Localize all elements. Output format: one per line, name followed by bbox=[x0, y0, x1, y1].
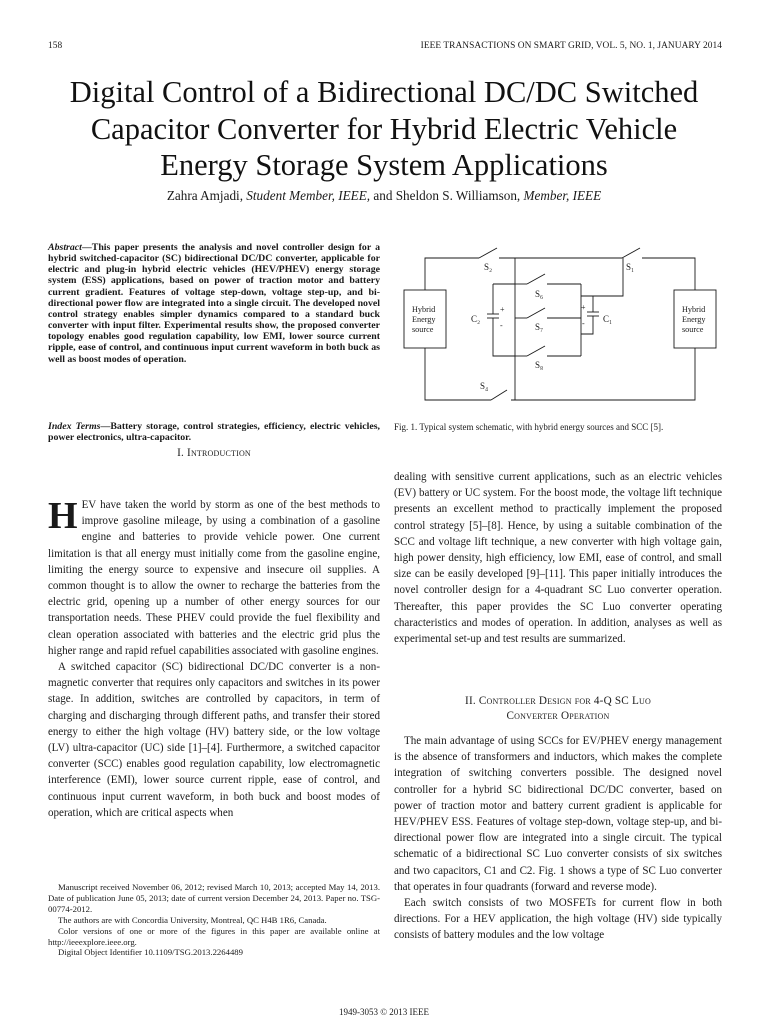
section-numeral: I. bbox=[177, 447, 185, 459]
author-role: Student Member, IEEE, bbox=[246, 188, 371, 203]
title-line: Digital Control of a Bidirectional DC/DC Switched bbox=[69, 75, 699, 109]
journal-header: IEEE TRANSACTIONS ON SMART GRID, VOL. 5, NO. 1, JANUARY 2014 bbox=[420, 41, 722, 51]
figure-caption: Fig. 1. Typical system schematic, with hybrid energy sources and SCC [5]. bbox=[394, 422, 664, 432]
title-line: Energy Storage System Applications bbox=[160, 148, 608, 182]
paragraph: A switched capacitor (SC) bidirectional DC/DC converter is a non-magnetic converter that requires only capacitors and switches in its power stage. In addition, switches are controlled by capacitors, in term of charging and discharging through different paths, and transfer their stored energy to either the high voltage (HV) battery side, or the low voltage (LV) ultra-capacitor (UC) side [1]–[4]. Furthermore, a switched capacitor converter (SCC) enables good regulation capability, low electromagnetic interference (EMI), lower source current ripple, ease of control, and continuous input current waveform, in both buck and boost modes of operation, which are critical aspects when bbox=[48, 661, 380, 819]
label-s8: S₈ bbox=[535, 360, 544, 370]
switch-s2 bbox=[479, 248, 497, 258]
abstract bbox=[48, 242, 380, 365]
label-s6: S₆ bbox=[535, 289, 544, 299]
label-c1: C₁ bbox=[603, 314, 613, 324]
switch-s6 bbox=[527, 274, 545, 284]
footnote: Manuscript received November 06, 2012; revised March 10, 2013; accepted May 14, 2013. Date of publication June 05, 2013; date of current version December 24, 2013. Paper no. TSG-00774-2012. bbox=[48, 882, 380, 914]
section-title: Controller Design for 4-Q SC Luo bbox=[478, 695, 651, 707]
paragraph bbox=[48, 497, 380, 659]
paragraph: dealing with sensitive current applications, such as an electric vehicles (EV) battery or UC system. For the boost mode, the voltage lift technique presents an excellent method to practically implement the proposed control strategy [5]–[8]. Hence, by using a suitable combination of the SCC and voltage lift technique, a new converter with high voltage gain, high power density, high efficiency, low EMI, ease of control, and small size can be easily developed [9]–[11]. This paper initially introduces the novel controller design for a 4-quadrant SC Luo converter operation. Thereafter, this paper provides the SC Luo converter operating characteristics and modes of operation. In addition, analyses as well as experimental set-up and test results are summarized. bbox=[394, 471, 722, 646]
switch-s1 bbox=[622, 248, 640, 258]
wire bbox=[425, 258, 479, 290]
abstract-text: —This paper presents the analysis and novel controller design for a hybrid switched-capacitor (SC) bidirectional DC/DC converter, applicable for electric and plug-in hybrid electric vehicles (HEV/PHEV) energy storage system (ESS) applications, based on power of traction motor and battery current gradient. Features of voltage step-down, voltage step-up, and bi-directional power flow are integrated into a single circuit. The developed novel control strategy enables simpler dynamics compared to a standard buck converter with input filter. Experimental results show, the proposed converter topology enables good regulation capability, low EMI, lower source current ripple, ease of control, and continuous input current waveform in both buck as well as boost modes of operation. bbox=[48, 242, 380, 365]
left-column-body bbox=[48, 497, 380, 821]
left-box-label: Energy bbox=[412, 315, 436, 324]
right-box-label: source bbox=[682, 325, 704, 334]
label-c2: C₂ bbox=[471, 314, 481, 324]
switch-s8 bbox=[527, 346, 545, 356]
label-s7: S₇ bbox=[535, 322, 544, 332]
label-s1: S₁ bbox=[626, 262, 635, 272]
footnote: Digital Object Identifier 10.1109/TSG.2013.2264489 bbox=[58, 947, 243, 958]
wire bbox=[493, 318, 515, 356]
author-conjunction: and bbox=[373, 188, 393, 203]
switch-s7 bbox=[527, 308, 545, 318]
left-box-label: Hybrid bbox=[412, 305, 436, 314]
switch-s4 bbox=[491, 390, 507, 400]
c1-minus: - bbox=[582, 319, 585, 328]
abstract-label: Abstract bbox=[48, 242, 82, 253]
paragraph: Each switch consists of two MOSFETs for current flow in both directions. For a HEV application, the high voltage (HV) side typically consists of battery modules and the low voltage bbox=[394, 897, 722, 942]
wire bbox=[593, 258, 623, 296]
paragraph: The main advantage of using SCCs for EV/PHEV energy management is the absence of transformers and inductors, which makes the complete integration of switching converters possible. The designed novel controller for a hybrid SC bidirectional DC/DC converter, based on power of traction motor and battery current gradient is applicable for HEV/PHEV ESS. Features of voltage step-down, voltage step-up, and bi-directional power flow are integrated into a single circuit. The typical schematic of a bidirectional SC Luo converter consists of six switches and two capacitors, C1 and C2. Fig. 1 shows a type of SC Luo converter that operates in four quadrants (forward and reverse mode). bbox=[394, 735, 722, 893]
right-box-label: Energy bbox=[682, 315, 706, 324]
section-numeral: II. bbox=[465, 695, 476, 707]
section-title: Converter Operation bbox=[506, 710, 610, 722]
c2-minus: - bbox=[500, 321, 503, 330]
copyright-footer: 1949-3053 © 2013 IEEE bbox=[338, 1007, 430, 1017]
section-heading bbox=[394, 694, 722, 724]
right-column-continuation bbox=[394, 469, 722, 647]
author-role: Member, IEEE bbox=[523, 188, 602, 203]
paper-title bbox=[20, 74, 748, 184]
section-heading bbox=[48, 446, 380, 461]
author-name: Zahra Amjadi, bbox=[166, 188, 243, 203]
page-number: 158 bbox=[48, 41, 63, 51]
title-line: Capacitor Converter for Hybrid Electric Vehicle bbox=[90, 111, 678, 146]
paragraph-text: EV have taken the world by storm as one of the best methods to improve gasoline mileage, by using a combination of a gasoline engine and batteries to provide vehicle power. One current limitation is that all energy must initially come from the gasoline engine, limiting the energy source to expensive and insecure oil supplies. A common thought is to allow the owner to recharge the batteries from the electric grid, opening up a number of other energy sources for our transportation needs. These PHEV could provide the fuel flexibility and clean operation associated with batteries and the electric grid plus the higher range and rapid refuel capabilities associated with gasoline engines. bbox=[48, 499, 380, 657]
wire bbox=[511, 348, 695, 400]
section-title: Introduction bbox=[187, 447, 251, 459]
footnotes bbox=[48, 882, 380, 958]
footnote: The authors are with Concordia University, Montreal, QC H4B 1R6, Canada. bbox=[58, 914, 327, 925]
label-s4: S₄ bbox=[480, 381, 489, 391]
index-terms bbox=[48, 421, 380, 443]
author-line bbox=[0, 188, 768, 204]
index-terms-label: Index Terms bbox=[48, 421, 101, 432]
right-column-body bbox=[394, 733, 722, 944]
index-terms-text: —Battery storage, control strategies, efficiency, electric vehicles, power electronics, ultra-capacitor. bbox=[48, 421, 380, 444]
wire bbox=[425, 348, 491, 400]
right-box-label: Hybrid bbox=[682, 305, 706, 314]
c1-plus: + bbox=[581, 303, 586, 312]
figure-schematic bbox=[394, 244, 724, 412]
c2-plus: + bbox=[500, 305, 505, 314]
wire bbox=[642, 258, 695, 290]
author-name: Sheldon S. Williamson, bbox=[395, 188, 521, 203]
drop-cap: H bbox=[48, 495, 78, 537]
left-box-label: source bbox=[412, 325, 434, 334]
footnote: Color versions of one or more of the figures in this paper are available online at http://ieeexplore.ieee.org. bbox=[48, 925, 380, 947]
label-s2: S₂ bbox=[484, 262, 493, 272]
